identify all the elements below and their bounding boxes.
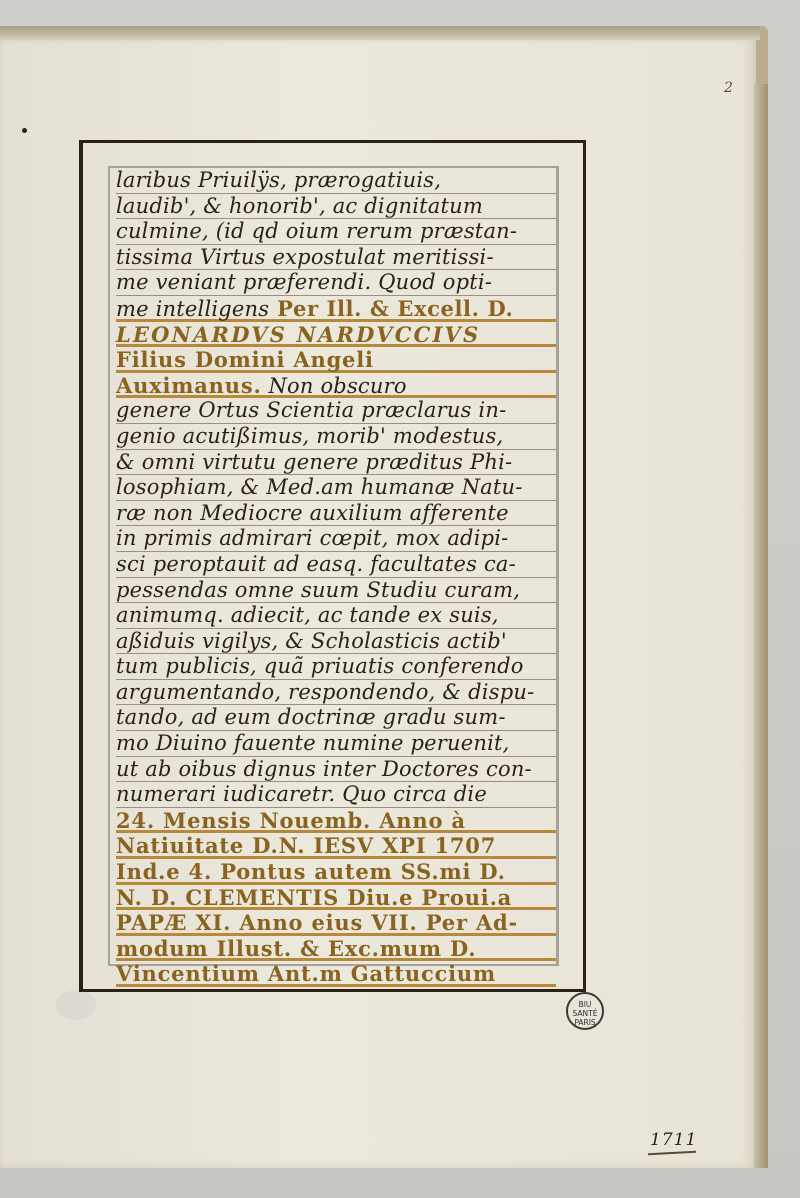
page-top-edge [0,26,760,40]
line-text: tum publicis, quã priuatis conferendo [116,654,524,679]
manuscript-line [116,296,556,322]
manuscript-line [116,270,556,296]
paper-stain [56,990,96,1020]
manuscript-line [116,782,556,808]
line-text: & omni virtutu genere præditus Phi- [116,449,513,474]
manuscript-line [116,450,556,476]
line-text: genere Ortus Scientia præclarus in- [116,398,507,423]
manuscript-line [116,501,556,527]
line-text: ut ab oibus dignus inter Doctores con- [116,756,532,781]
line-text: genio acutißimus, morib' modestus, [116,423,504,448]
stamp-line: PARIS [574,1018,596,1027]
line-text: Ind.e 4. Pontus autem SS.mi D. [116,859,506,885]
line-text: LEONARDVS NARDVCCIVS [116,321,481,347]
manuscript-line [116,424,556,450]
page-right-edge [754,84,768,1168]
manuscript-line [116,526,556,552]
manuscript-line [116,373,556,399]
line-text: PAPÆ XI. Anno eius VII. Per Ad- [116,910,519,936]
manuscript-line [116,680,556,706]
folio-number: 1711 [650,1130,698,1150]
line-text: N. D. CLEMENTIS Diu.e Proui.a [116,884,513,910]
manuscript-line [116,578,556,604]
line-text: laribus Priuilÿs, prærogatiuis, [116,168,442,192]
manuscript-line [116,552,556,578]
line-text: in primis admirari cœpit, mox adipi- [116,526,509,551]
line-text: animumq. adiecit, ac tande ex suis, [116,603,499,628]
line-text: argumentando, respondendo, & dispu- [116,679,535,704]
manuscript-line [116,398,556,424]
manuscript-line [116,961,556,987]
line-text: 24. Mensis Nouemb. Anno à [116,807,466,833]
line-text: culmine, (id qd oium rerum præstan- [116,219,518,244]
line-text: numerari iudicaretr. Quo circa die [116,782,487,807]
line-text: laudib', & honorib', ac dignitatum [116,193,483,218]
line-text: modum Illust. & Exc.mum D. [116,935,477,961]
line-text: ræ non Mediocre auxilium afferente [116,500,509,525]
line-ink-segment: Non obscuro [261,373,407,398]
stamp-line: SANTÉ [572,1009,598,1018]
manuscript-line [116,910,556,936]
line-gold-segment: Per Ill. & Excell. D. [269,295,514,321]
manuscript-line [116,936,556,962]
line-text: me intelligens Per Ill. & Excell. D. [116,295,514,321]
manuscript-line [116,194,556,220]
manuscript-line [116,808,556,834]
corner-mark: 2 [724,80,733,96]
manuscript-line [116,168,556,194]
manuscript-line [116,629,556,655]
manuscript-line [116,859,556,885]
manuscript-line [116,219,556,245]
line-text: Auximanus. Non obscuro [116,372,407,398]
line-text: me veniant præferendi. Quod opti- [116,270,493,295]
manuscript-line [116,322,556,348]
line-text: Filius Domini Angeli [116,347,374,373]
line-text: aßiduis vigilys, & Scholasticis actib' [116,628,507,653]
manuscript-line [116,603,556,629]
manuscript-line [116,245,556,271]
manuscript-line [116,705,556,731]
manuscript-line [116,757,556,783]
stamp-line: BIU [578,1000,592,1009]
manuscript-line [116,833,556,859]
line-text: sci peroptauit ad easq. facultates ca- [116,551,516,576]
manuscript-line [116,347,556,373]
ink-dot [22,128,27,133]
line-text: mo Diuino fauente numine peruenit, [116,731,510,756]
line-text: Vincentium Ant.m Gattuccium [116,961,497,987]
library-stamp [566,992,604,1030]
line-text: losophiam, & Med.am humanæ Natu- [116,475,523,500]
manuscript-line [116,475,556,501]
manuscript-line [116,731,556,757]
manuscript-line [116,885,556,911]
line-text: tando, ad eum doctrinæ gradu sum- [116,705,506,730]
line-text: tissima Virtus expostulat meritissi- [116,244,494,269]
line-text: Natiuitate D.N. IESV XPI 1707 [116,833,497,859]
manuscript-line [116,654,556,680]
line-text: pessendas omne suum Studiu curam, [116,577,521,602]
manuscript-text [116,168,556,987]
